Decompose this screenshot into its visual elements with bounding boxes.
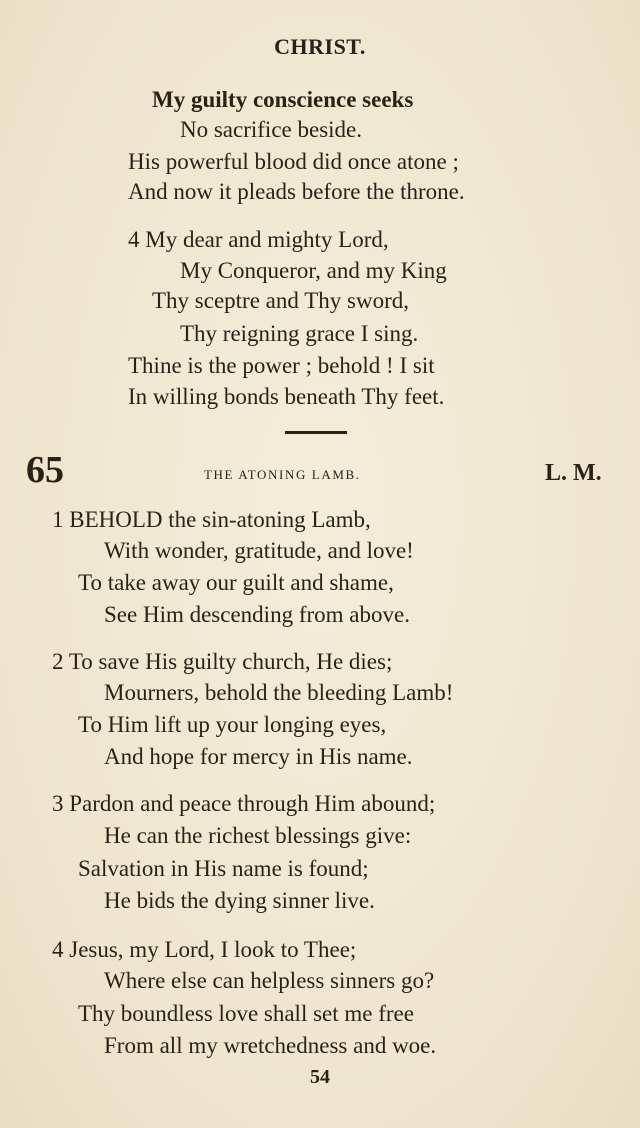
verse-line: From all my wretchedness and woe. xyxy=(104,1033,437,1058)
page-number: 54 xyxy=(310,1066,330,1088)
verse-line: Where else can helpless sinners go? xyxy=(104,968,435,993)
hymn-meter: L. M. xyxy=(545,460,602,486)
hymn-number: 65 xyxy=(26,449,64,491)
section-divider xyxy=(285,431,347,434)
hymn-title: THE ATONING LAMB. xyxy=(204,467,361,482)
verse-line: And hope for mercy in His name. xyxy=(104,744,413,769)
verse-line: My guilty conscience seeks xyxy=(152,87,414,112)
verse-line: Thy boundless love shall set me free xyxy=(78,1001,414,1026)
verse-line: With wonder, gratitude, and love! xyxy=(104,538,414,563)
verse-line: 4 My dear and mighty Lord, xyxy=(128,227,389,252)
verse-line: Thy sceptre and Thy sword, xyxy=(152,288,409,313)
verse-line: To take away our guilt and shame, xyxy=(78,570,394,595)
verse-line: He bids the dying sinner live. xyxy=(104,888,375,913)
verse-line: And now it pleads before the throne. xyxy=(128,179,465,204)
verse-line: His powerful blood did once atone ; xyxy=(128,149,459,174)
verse-line: My Conqueror, and my King xyxy=(180,258,447,283)
verse-line: In willing bonds beneath Thy feet. xyxy=(128,384,445,409)
verse-line: To Him lift up your longing eyes, xyxy=(78,712,387,737)
verse-line: See Him descending from above. xyxy=(104,602,410,627)
verse-line: No sacrifice beside. xyxy=(180,117,363,142)
verse-line: 2 To save His guilty church, He dies; xyxy=(52,649,393,674)
verse-line: Mourners, behold the bleeding Lamb! xyxy=(104,680,454,705)
verse-line: Thy reigning grace I sing. xyxy=(180,321,419,346)
verse-line: Salvation in His name is found; xyxy=(78,856,369,881)
verse-line: 1 BEHOLD the sin-atoning Lamb, xyxy=(52,507,371,532)
verse-line: He can the richest blessings give: xyxy=(104,823,412,848)
verse-line: Thine is the power ; behold ! I sit xyxy=(128,353,435,378)
verse-line: 4 Jesus, my Lord, I look to Thee; xyxy=(52,937,357,962)
page-header: CHRIST. xyxy=(274,34,366,59)
verse-line: 3 Pardon and peace through Him abound; xyxy=(52,791,436,816)
